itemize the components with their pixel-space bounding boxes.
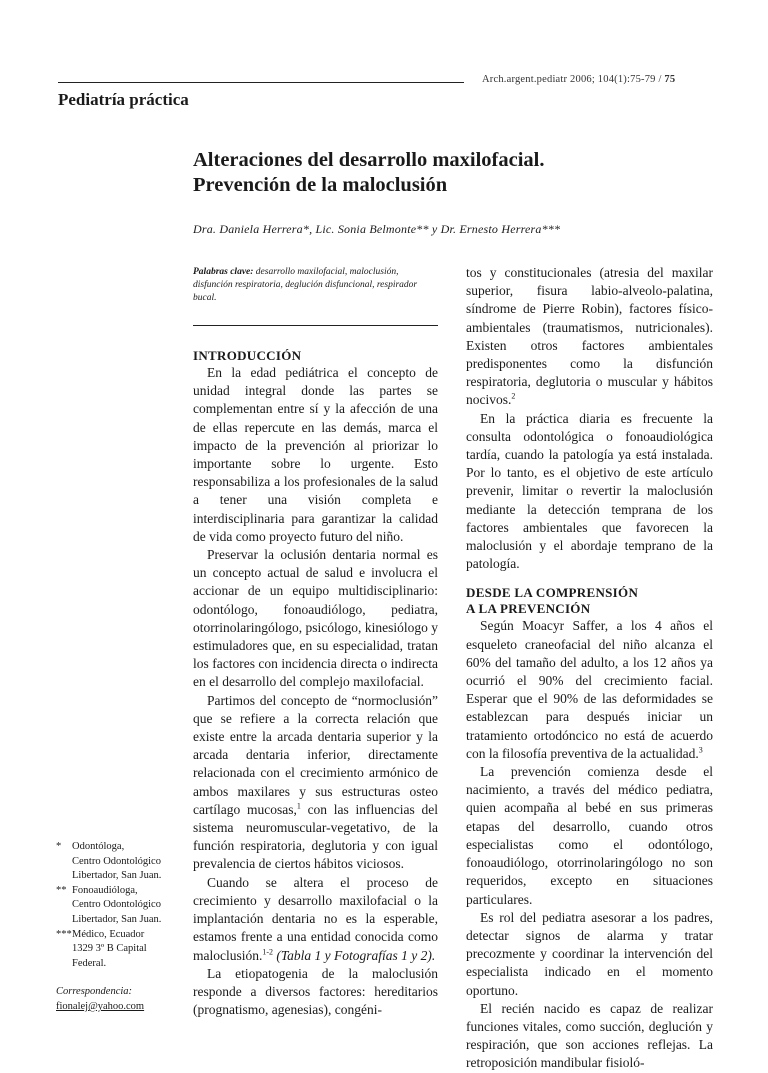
keywords-rule xyxy=(193,325,438,326)
footnote-mark: ** xyxy=(56,884,67,896)
citation-ref: 3 xyxy=(698,745,703,755)
text-run: con las influencias del sistema neuromuscular-vegetativo, de la función respiratoria, deglutoria y con igual prevalencia de ciertos hábitos viciosos. xyxy=(193,801,438,872)
footnote-line: Libertador, San Juan. xyxy=(72,913,162,925)
paragraph xyxy=(193,692,438,874)
title-line-2: Prevención de la maloclusión xyxy=(193,174,448,196)
paragraph xyxy=(466,264,713,410)
citation-ref: 1-2 xyxy=(262,947,274,956)
figure-reference: (Tabla 1 y Fotografías 1 y 2). xyxy=(273,947,436,963)
keywords-label: Palabras clave: xyxy=(193,267,254,277)
footnote-line: Médico, Ecuador xyxy=(72,928,145,940)
citation-ref: 2 xyxy=(511,391,516,401)
paragraph: En la práctica diaria es frecuente la consulta odontológica o fonoaudiológica tardía, cuando la patología ya está instalada. Por lo tanto, es el objetivo de este artículo prevenir, limitar o revertir la maloclusión mediante la detección temprana de los factores ambientales que favorecen la maloclusión y el abordaje temprano de la patología. xyxy=(466,410,713,572)
correspondence-email[interactable]: fionalej@yahoo.com xyxy=(56,1000,145,1012)
correspondence-label: Correspondencia: xyxy=(56,986,133,998)
article-title xyxy=(193,148,713,198)
footnote xyxy=(56,884,186,928)
journal-citation: Arch.argent.pediatr 2006; 104(1):75-79 xyxy=(482,74,656,85)
paragraph: La prevención comienza desde el nacimiento, a través del médico pediatra, quien acompaña al bebé en sus primeras etapas del desarrollo, cuando otros especialistas como el odontólogo, fonoaudiólogo, otorrinolaringólogo no son requeridos, excepto en situaciones particulares. xyxy=(466,764,713,907)
header-separator: / xyxy=(658,74,662,85)
column-right xyxy=(466,264,713,1073)
header-rule xyxy=(58,82,464,83)
footnote xyxy=(56,928,186,972)
column-left xyxy=(193,348,438,1019)
heading-line: A LA PREVENCIÓN xyxy=(466,601,591,617)
footnote-line: Federal. xyxy=(72,957,107,969)
author-footnotes xyxy=(56,840,186,1015)
keywords xyxy=(193,266,438,305)
paragraph: El recién nacido es capaz de realizar funciones vitales, como succión, deglución y respiración, que son acciones reflejas. La retroposición mandibular fisioló- xyxy=(466,1000,713,1071)
footnote-mark: * xyxy=(56,841,62,852)
footnote-line: Centro Odontológico xyxy=(72,855,161,867)
footnote-mark: *** xyxy=(56,928,72,940)
paragraph xyxy=(193,874,438,965)
text-run: Según Moacyr Saffer, a los 4 años el esqueleto craneofacial del niño alcanza el 60% del tamaño del adulto, a los 12 años ya ocurrió el 90% del crecimiento facial. Esperar que el 90% de las deformidades se establezcan para después iniciar un tratamiento ortodóncico no está de acuerdo con la filosofía preventiva de la actualidad. xyxy=(466,618,713,761)
running-header xyxy=(482,74,675,85)
citation-ref: 1 xyxy=(296,801,301,811)
section-title: Pediatría práctica xyxy=(58,90,189,109)
paragraph: Es rol del pediatra asesorar a los padres, detectar signos de alarma y tratar precozmente y coordinar la intervención del especialista indicado en el momento oportuno. xyxy=(466,909,713,998)
footnote-line: Centro Odontológico xyxy=(72,899,161,911)
heading-line: DESDE LA COMPRENSIÓN xyxy=(466,585,639,601)
heading-comprension xyxy=(466,585,713,617)
authors: Dra. Daniela Herrera*, Lic. Sonia Belmonte** y Dr. Ernesto Herrera*** xyxy=(193,222,561,236)
title-line-1: Alteraciones del desarrollo maxilofacial. xyxy=(193,149,545,171)
text-run: Partimos del concepto de “normoclusión” que se refiere a la correcta relación que existe entre la arcada dentaria superior y la arcada dentaria inferior, directamente relacionada con el crecimiento armónico de ambos maxilares y sus estructuras osteo cartílago mucosas, xyxy=(193,692,438,817)
paragraph xyxy=(466,617,713,763)
heading-introduccion: INTRODUCCIÓN xyxy=(193,348,302,363)
footnote-line: 1329 3º B Capital xyxy=(72,943,147,955)
page-number: 75 xyxy=(664,74,676,85)
paragraph: Preservar la oclusión dentaria normal es un concepto actual de salud e involucra el accionar de un equipo multidisciplinario: odontólogo, fonoaudiólogo, pediatra, otorrinolaringólogo, psicólogo, kinesiólogo y estimuladores que, en su especialidad, tratan los factores con incidencia directa o indirecta en el desarrollo del complejo maxilofacial. xyxy=(193,547,438,690)
footnote xyxy=(56,840,186,884)
paragraph: La etiopatogenia de la maloclusión responde a diversos factores: hereditarios (prognatismo, agenesias), congéni- xyxy=(193,965,438,1018)
footnote-line: Libertador, San Juan. xyxy=(72,870,162,882)
text-run: tos y constitucionales (atresia del maxilar superior, fisura labio-alveolo-palatina, síndrome de Pierre Robin), factores físico-ambientales (traumatismos, nutricionales). Existen otros factores ambientales predisponentes como la disfunción respiratoria, deglutoria o muscular y hábitos nocivos. xyxy=(466,265,713,408)
keywords-text: desarrollo maxilofacial, maloclusión, disfunción respiratoria, deglución disfuncional, respirador bucal. xyxy=(193,267,418,303)
paragraph: En la edad pediátrica el concepto de unidad integral donde las partes se complementan entre sí y la afección de una de ellas repercute en las demás, marca el impacto de la prevención al priorizar lo importante sobre lo urgente. Esto responsabiliza a los profesionales de la salud a tener una visión completa e interdisciplinaria para garantizar la calidad de vida como proyecto futuro del niño. xyxy=(193,365,438,544)
footnote-line: Odontóloga, xyxy=(72,841,125,852)
text-run: Cuando se altera el proceso de crecimiento y desarrollo maxilofacial o la implantación dentaria no es la esperable, estamos frente a una entidad conocida como maloclusión. xyxy=(193,874,438,963)
footnote-line: Fonoaudióloga, xyxy=(72,884,138,896)
